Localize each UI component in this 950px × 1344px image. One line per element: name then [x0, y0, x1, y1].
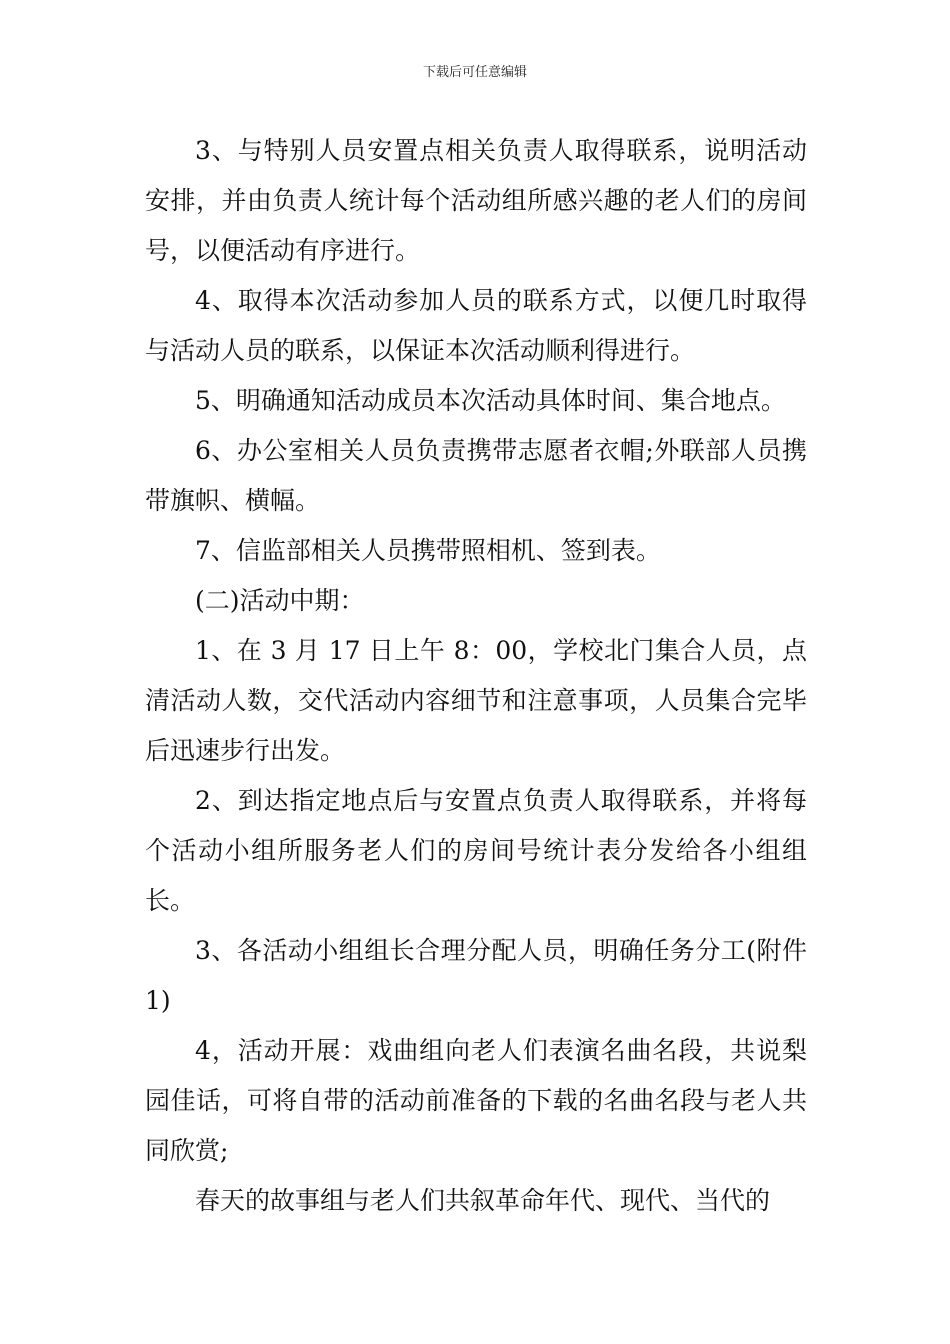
section-heading-mid-phase: (二)活动中期： — [195, 586, 365, 615]
paragraph-assembly: 1、在 3 月 17 日上午 8：00，学校北门集合人员，点清活动人数，交代活动内容细节和注意事项，人员集合完毕后迅速步行出发。 — [145, 636, 807, 765]
document-body — [145, 126, 807, 1226]
paragraph-opera-group: 4，活动开展：戏曲组向老人们表演名曲名段，共说梨园佳话，可将自带的活动前准备的下载的名曲名段与老人共同欣赏; — [145, 1036, 807, 1165]
paragraph-contact-leader: 3、与特别人员安置点相关负责人取得联系，说明活动安排，并由负责人统计每个活动组所感兴趣的老人们的房间号，以便活动有序进行。 — [145, 136, 807, 265]
paragraph-notify-time: 5、明确通知活动成员本次活动具体时间、集合地点。 — [195, 386, 786, 415]
paragraph-task-division: 3、各活动小组组长合理分配人员，明确任务分工(附件 1) — [145, 936, 807, 1015]
paragraph-arrival: 2、到达指定地点后与安置点负责人取得联系，并将每个活动小组所服务老人们的房间号统计表分发给各小组组长。 — [145, 786, 807, 915]
paragraph-contact-info: 4、取得本次活动参加人员的联系方式，以便几时取得与活动人员的联系，以保证本次活动顺利得进行。 — [145, 286, 807, 365]
page-header: 下载后可任意编辑 — [422, 65, 527, 80]
paragraph-office-items: 6、办公室相关人员负责携带志愿者衣帽;外联部人员携带旗帜、横幅。 — [145, 436, 807, 515]
paragraph-story-group: 春天的故事组与老人们共叙革命年代、现代、当代的 — [195, 1186, 771, 1215]
paragraph-camera-signin: 7、信监部相关人员携带照相机、签到表。 — [195, 536, 661, 565]
